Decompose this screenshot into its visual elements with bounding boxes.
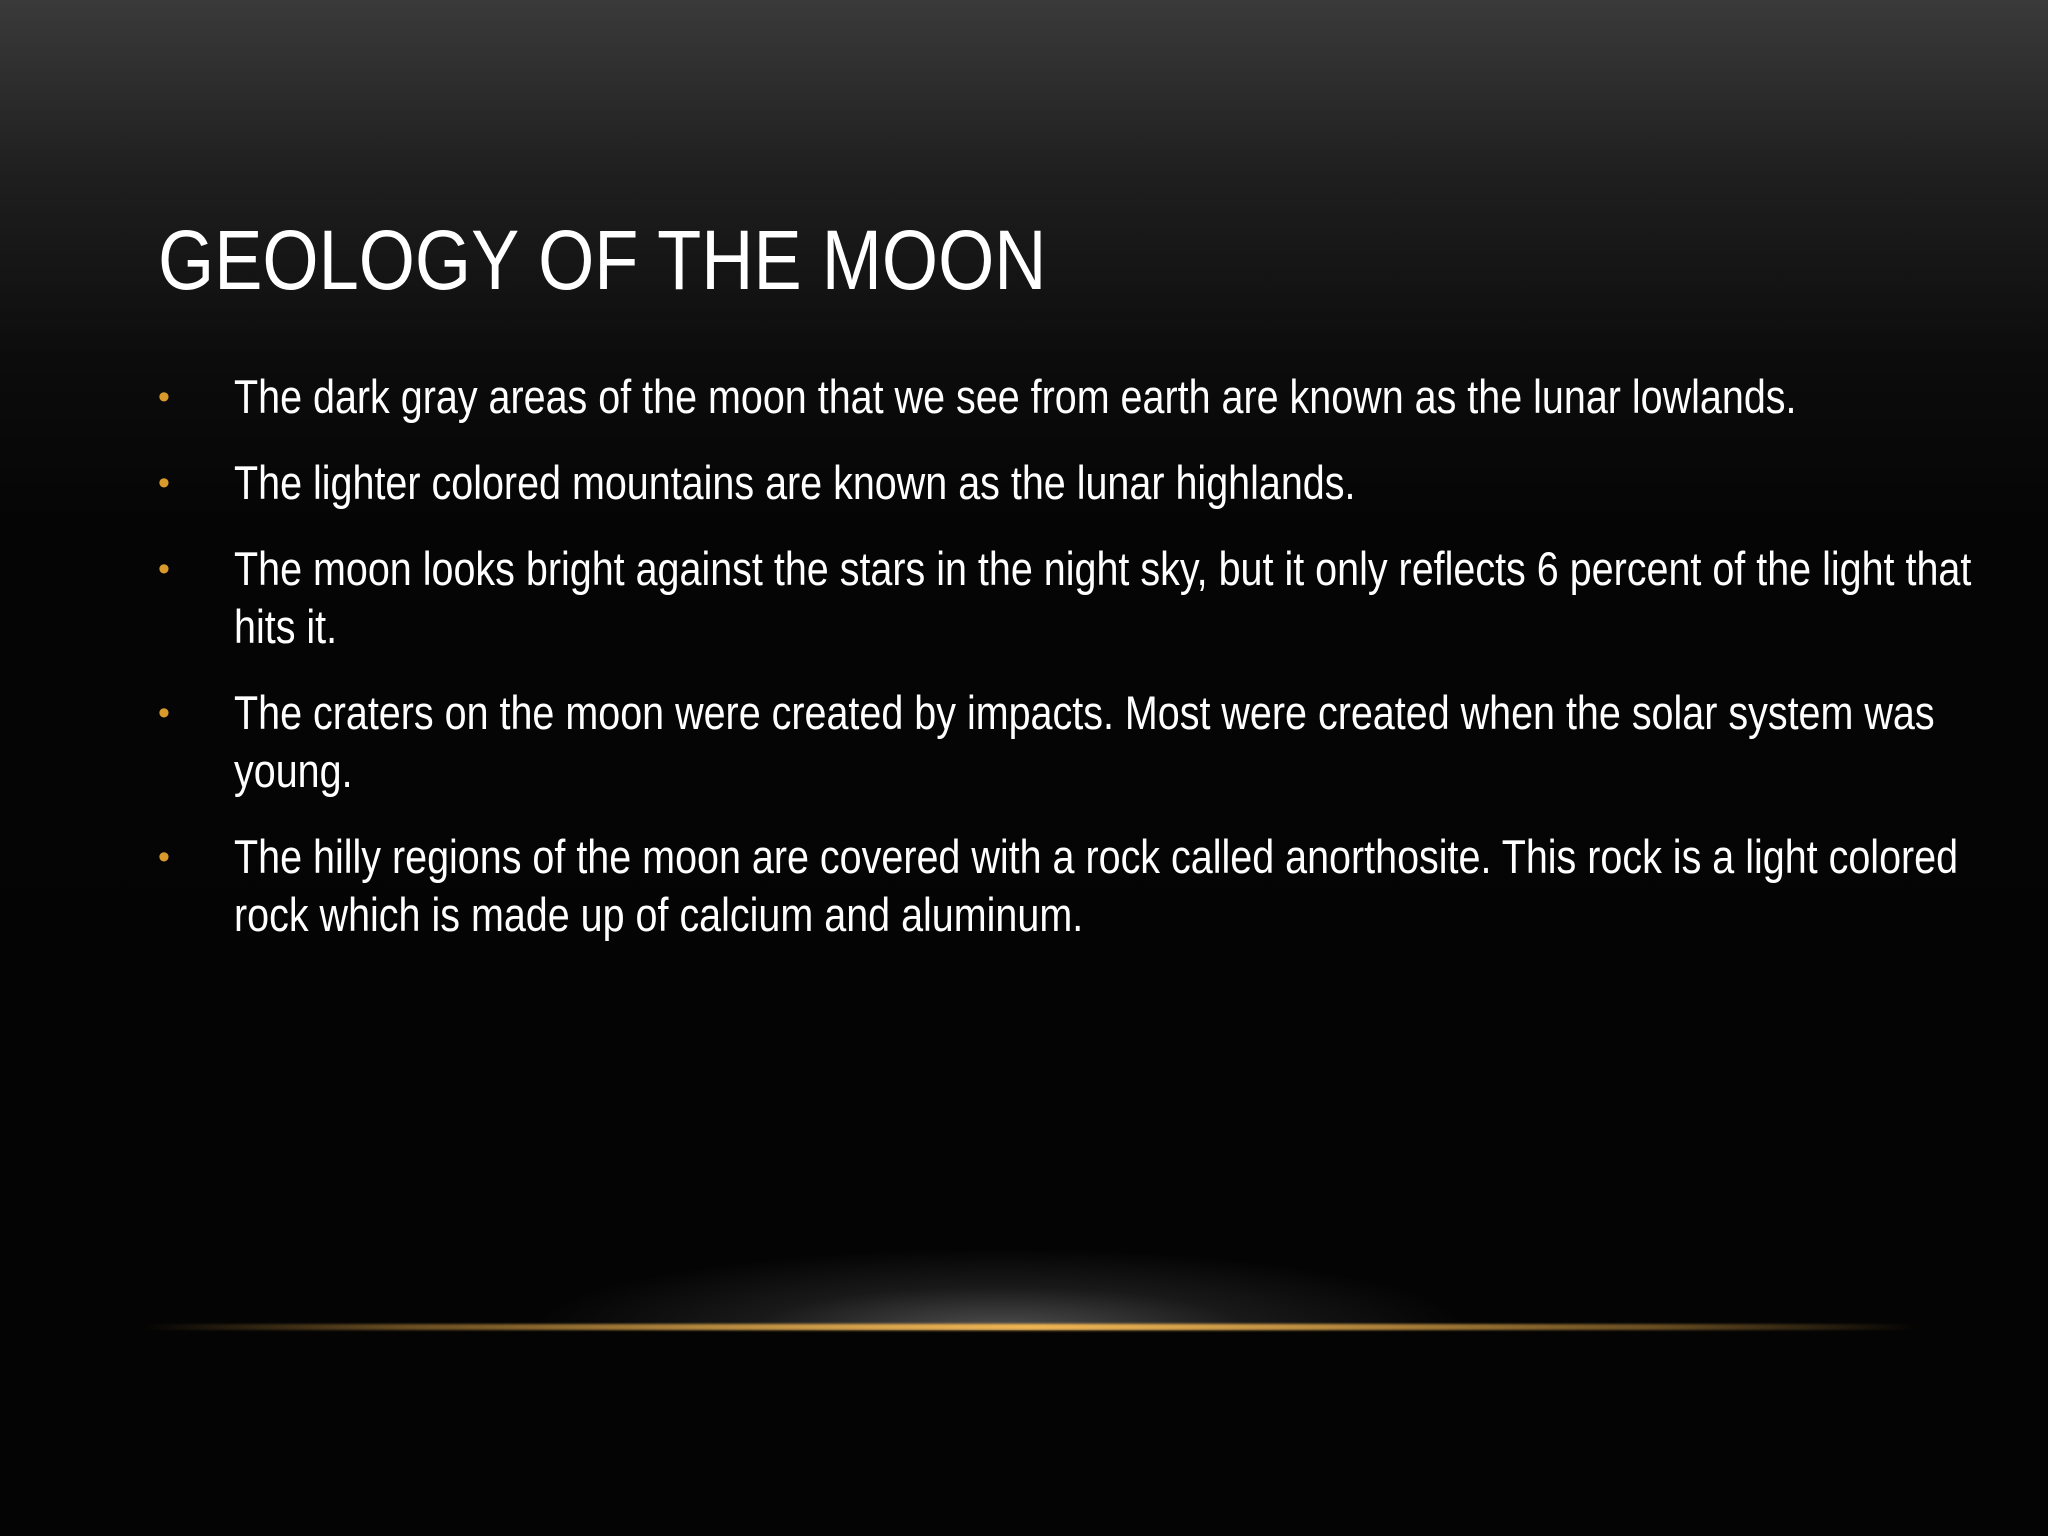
bullet-icon: • — [158, 550, 170, 588]
list-item — [158, 828, 1959, 944]
bullet-icon: • — [158, 464, 170, 502]
list-item — [158, 454, 1918, 512]
bullet-text: The craters on the moon were created by impacts. Most were created when the solar system was young. — [234, 686, 1935, 797]
horizon-glow — [380, 1150, 1620, 1330]
bullet-text: The moon looks bright against the stars in the night sky, but it only reflects 6 percent of the light that hits it. — [234, 542, 1972, 653]
bullet-icon: • — [158, 694, 170, 732]
horizon-line — [140, 1324, 1920, 1330]
list-item — [158, 368, 1918, 426]
bullet-text: The hilly regions of the moon are covered with a rock called anorthosite. This rock is a light colored rock which is made up of calcium and aluminum. — [234, 830, 1959, 941]
slide-title: GEOLOGY OF THE MOON — [158, 213, 1047, 307]
bullet-text: The dark gray areas of the moon that we see from earth are known as the lunar lowlands. — [234, 370, 1797, 423]
bullet-list — [158, 368, 1972, 972]
bullet-text: The lighter colored mountains are known as the lunar highlands. — [234, 456, 1356, 509]
bullet-icon: • — [158, 378, 170, 416]
bullet-icon: • — [158, 838, 170, 876]
list-item — [158, 684, 1935, 800]
list-item — [158, 540, 1972, 656]
